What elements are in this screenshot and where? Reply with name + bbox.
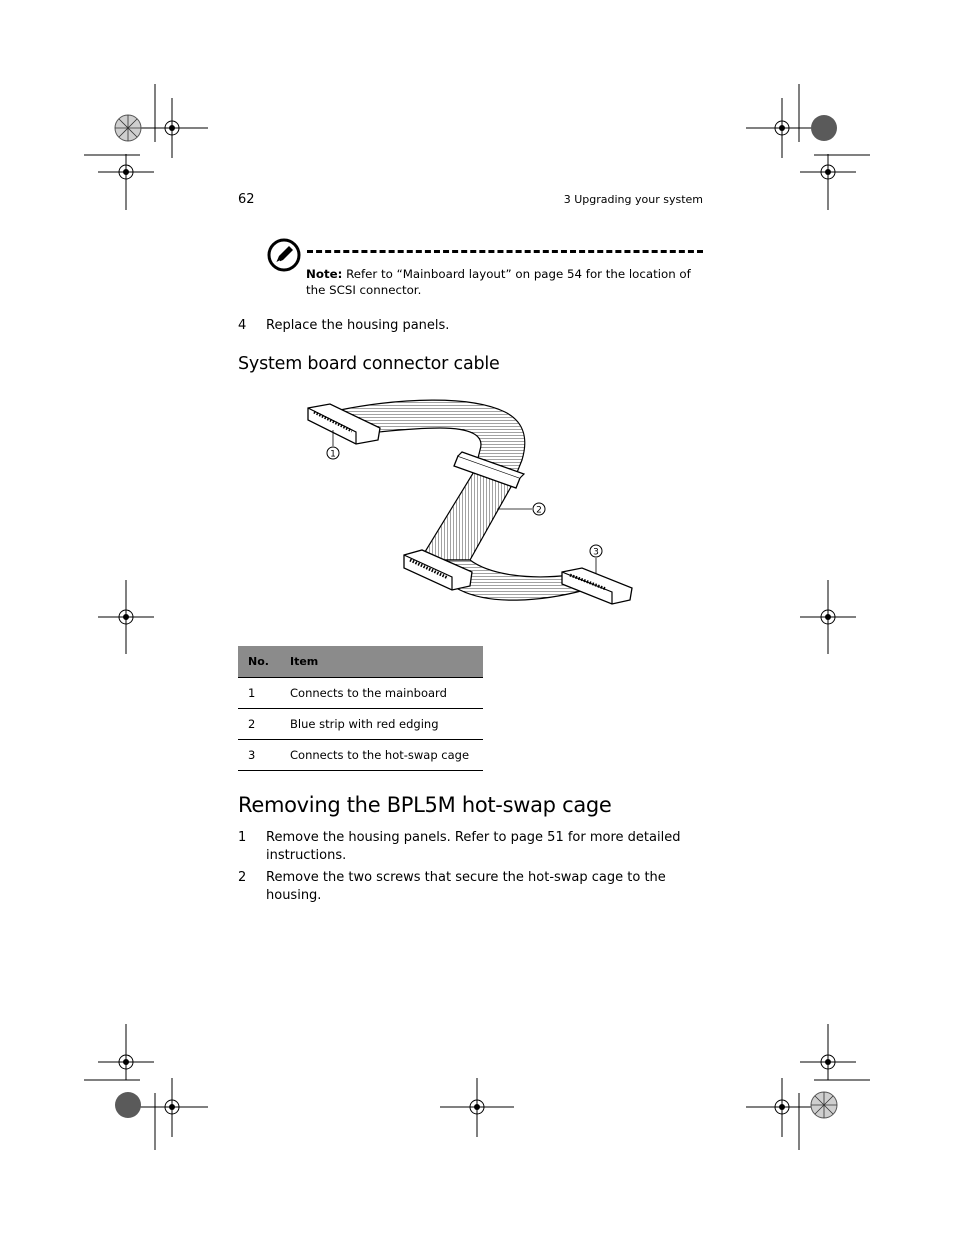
column-header-item: Item	[280, 646, 483, 678]
section-title: Removing the BPL5M hot-swap cage	[238, 793, 612, 817]
connector-3	[562, 568, 632, 604]
cell-item: Connects to the hot-swap cage	[280, 740, 483, 771]
callout-3	[590, 545, 602, 558]
table-row	[238, 709, 483, 740]
section-heading: System board connector cable	[238, 354, 500, 374]
step-1	[238, 829, 708, 865]
step-number: 1	[238, 830, 247, 845]
step-text: Remove the two screws that secure the hot-swap cage to the housing.	[266, 870, 666, 903]
column-header-no: No.	[238, 646, 280, 678]
step-text: Remove the housing panels. Refer to page 51 for more detailed instructions.	[266, 830, 681, 863]
cell-no: 1	[238, 678, 280, 709]
step-number: 4	[238, 318, 247, 333]
items-table	[238, 646, 483, 771]
callout-2-label: 2	[536, 505, 542, 516]
callout-3-label: 3	[593, 547, 599, 558]
page-number: 62	[238, 192, 255, 207]
step-text: Replace the housing panels.	[266, 318, 450, 333]
note-body: Refer to “Mainboard layout” on page 54 for the location of the SCSI connector.	[306, 267, 691, 297]
step-2	[238, 869, 708, 905]
callout-1	[327, 447, 339, 460]
cell-item: Connects to the mainboard	[280, 678, 483, 709]
table-header-row	[238, 646, 483, 678]
note-pen-icon	[267, 238, 301, 272]
running-header: 3 Upgrading your system	[563, 193, 703, 206]
step-number: 2	[238, 870, 247, 885]
callout-1-label: 1	[330, 449, 336, 460]
ribbon-cable-illustration	[300, 390, 640, 615]
callout-2	[533, 503, 545, 516]
note-text	[306, 266, 706, 298]
note-divider	[307, 250, 703, 253]
cell-no: 3	[238, 740, 280, 771]
table-row	[238, 678, 483, 709]
step-4	[238, 317, 708, 335]
table-row	[238, 740, 483, 771]
cell-no: 2	[238, 709, 280, 740]
note-label: Note:	[306, 267, 343, 281]
cell-item: Blue strip with red edging	[280, 709, 483, 740]
